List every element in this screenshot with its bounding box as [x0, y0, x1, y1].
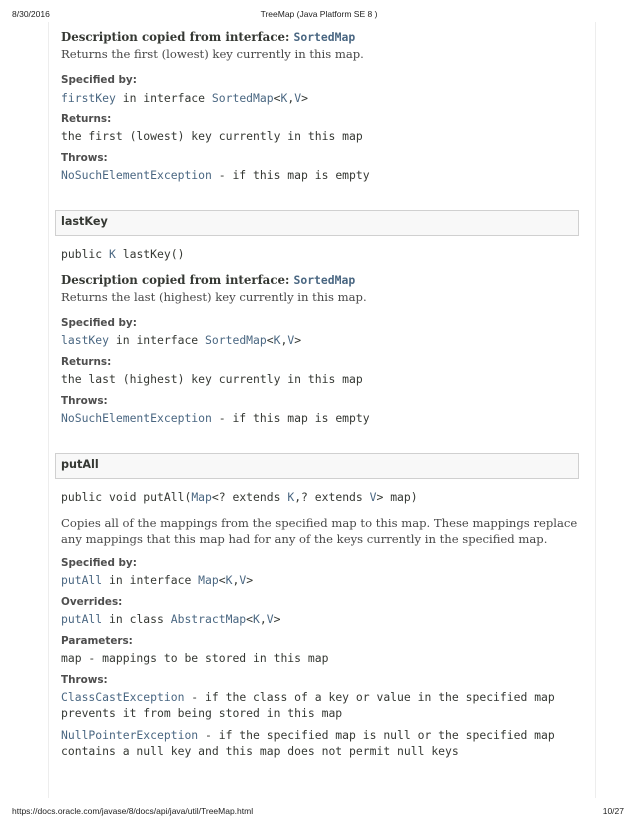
lastkey-returns: the last (highest) key currently in this map	[61, 372, 363, 386]
generic-k-link[interactable]: K	[273, 333, 281, 347]
putall-signature: public void putAll(Map<? extends K,? extends V> map)	[61, 490, 418, 504]
lastkey-signature: public K lastKey()	[61, 247, 185, 261]
putall-overrides-label: Overrides:	[61, 596, 123, 608]
putall-description-line1: Copies all of the mappings from the specified map to this map. These mappings replace	[61, 516, 578, 530]
putall-specified-by: putAll in interface Map<K,V>	[61, 573, 254, 587]
lastkey-spec-iface-link[interactable]: SortedMap	[205, 333, 267, 347]
putall-k-link[interactable]: K	[287, 490, 295, 504]
firstkey-throws: NoSuchElementException - if this map is empty	[61, 168, 370, 182]
generic-v-link[interactable]: V	[239, 573, 247, 587]
putall-classcast-link[interactable]: ClassCastException	[61, 690, 185, 704]
firstkey-description: Returns the first (lowest) key currently in this map.	[61, 47, 364, 61]
lastkey-throws-link[interactable]: NoSuchElementException	[61, 411, 212, 425]
putall-specified-by-label: Specified by:	[61, 557, 137, 569]
generic-k-link[interactable]: K	[280, 91, 288, 105]
page-number: 10/27	[602, 806, 624, 816]
putall-header-bar	[55, 453, 579, 479]
lastkey-specified-by: lastKey in interface SortedMap<K,V>	[61, 333, 302, 347]
putall-parameter: map - mappings to be stored in this map	[61, 651, 329, 665]
putall-throws-1: ClassCastException - if the class of a key or value in the specified map	[61, 690, 555, 704]
putall-description-line2: any mappings that this map had for any of the keys currently in the specified map.	[61, 532, 548, 546]
firstkey-specified-by: firstKey in interface SortedMap<K,V>	[61, 91, 308, 105]
firstkey-specified-by-label: Specified by:	[61, 74, 137, 86]
firstkey-returns: the first (lowest) key currently in this map	[61, 129, 363, 143]
firstkey-spec-iface-link[interactable]: SortedMap	[211, 91, 274, 105]
firstkey-desc-iface-link[interactable]: SortedMap	[293, 30, 356, 44]
putall-spec-iface-link[interactable]: Map	[198, 573, 219, 587]
putall-v-link[interactable]: V	[369, 490, 377, 504]
lastkey-desc-heading: Description copied from interface: SortedMap	[61, 273, 356, 287]
putall-overrides: putAll in class AbstractMap<K,V>	[61, 612, 281, 626]
putall-parameters-label: Parameters:	[61, 635, 133, 647]
putall-over-method-link[interactable]: putAll	[61, 612, 103, 626]
lastkey-description: Returns the last (highest) key currently in this map.	[61, 290, 367, 304]
putall-spec-method-link[interactable]: putAll	[61, 573, 103, 587]
putall-nullpointer-link[interactable]: NullPointerException	[61, 728, 199, 742]
print-title: TreeMap (Java Platform SE 8 )	[260, 9, 378, 19]
lastkey-return-type-link[interactable]: K	[109, 247, 116, 261]
lastkey-title: lastKey	[61, 215, 108, 228]
putall-throws-label: Throws:	[61, 674, 108, 686]
generic-v-link[interactable]: V	[266, 612, 274, 626]
lastkey-throws: NoSuchElementException - if this map is empty	[61, 411, 370, 425]
generic-v-link[interactable]: V	[287, 333, 295, 347]
desc-copied-label: Description copied from interface:	[61, 30, 290, 44]
firstkey-throws-link[interactable]: NoSuchElementException	[61, 168, 212, 182]
lastkey-header-bar	[55, 210, 579, 236]
print-date: 8/30/2016	[12, 9, 50, 19]
firstkey-spec-method-link[interactable]: firstKey	[61, 91, 116, 105]
lastkey-returns-label: Returns:	[61, 356, 112, 368]
lastkey-spec-method-link[interactable]: lastKey	[61, 333, 110, 347]
generic-v-link[interactable]: V	[294, 91, 302, 105]
lastkey-specified-by-label: Specified by:	[61, 317, 137, 329]
lastkey-desc-iface-link[interactable]: SortedMap	[293, 273, 356, 287]
putall-throws-1-cont: prevents it from being stored in this map	[61, 706, 343, 720]
firstkey-returns-label: Returns:	[61, 113, 112, 125]
method-detail-content	[48, 22, 596, 798]
putall-throws-2: NullPointerException - if the specified map is null or the specified map	[61, 728, 555, 742]
generic-k-link[interactable]: K	[225, 573, 233, 587]
putall-map-type-link[interactable]: Map	[191, 490, 212, 504]
putall-throws-2-cont: contains a null key and this map does not permit null keys	[61, 744, 459, 758]
print-url: https://docs.oracle.com/javase/8/docs/api/java/util/TreeMap.html	[12, 806, 254, 816]
putall-over-class-link[interactable]: AbstractMap	[170, 612, 247, 626]
generic-k-link[interactable]: K	[253, 612, 260, 626]
firstkey-throws-label: Throws:	[61, 152, 108, 164]
lastkey-throws-label: Throws:	[61, 395, 108, 407]
firstkey-desc-heading	[61, 30, 355, 44]
putall-title: putAll	[61, 458, 99, 471]
